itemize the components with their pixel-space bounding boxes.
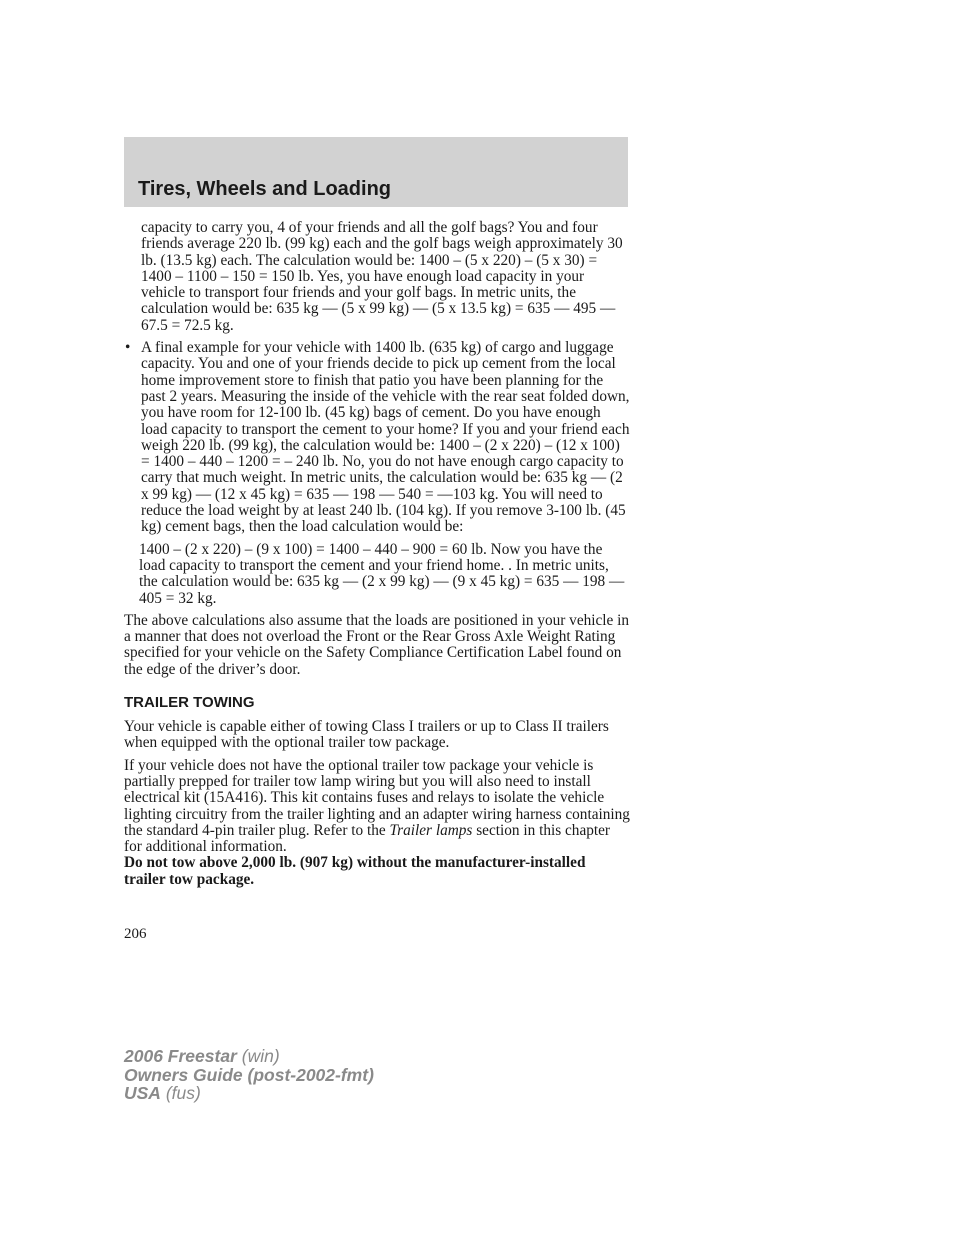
continued-paragraph: capacity to carry you, 4 of your friends and all the golf bags? You and four friends average 220 lb. (99 kg) each and the golf bags weigh approximately 30 lb. (13.5 kg) each. The calculation would be: 1400 – (5 x 220) – (5 x 30) = 1400 – 1100 – 150 = 150 lb. Yes, you have enough load capacity in your vehicle to transport four friends and your golf bags. In metric units, the calculation would be: 635 kg — (5 x 99 kg) — (5 x 13.5 kg) = 635 — 495 — 67.5 = 72.5 kg. (141, 219, 623, 334)
footer-line-model (124, 1047, 374, 1066)
footer-model: 2006 Freestar (124, 1046, 237, 1066)
calculation-paragraph: 1400 – (2 x 220) – (9 x 100) = 1400 – 440 – 900 = 60 lb. Now you have the load capacity to transport the cement and your friend home. . In metric units, the calculation would be: 635 kg — (2 x 99 kg) — (9 x 45 kg) = 635 — 198 — 405 = 32 kg. (139, 540, 625, 607)
page-number: 206 (124, 926, 147, 942)
footer-market: USA (124, 1083, 161, 1103)
tow-limit-warning: Do not tow above 2,000 lb. (907 kg) without the manufacturer-installed trailer tow package. (124, 854, 586, 888)
trailer-towing-heading: TRAILER TOWING (124, 694, 255, 712)
footer-market-code: (fus) (160, 1083, 201, 1103)
section-title: Tires, Wheels and Loading (138, 178, 392, 200)
trailer-wiring-paragraph (124, 758, 630, 856)
trailer-wiring-text-end: section in this chapter for additional information. (124, 821, 611, 856)
trailer-wiring-text-start: If your vehicle does not have the optional trailer tow package your vehicle is partially prepped for trailer tow lamp wiring but you will also need to install electrical kit (15A416). This kit contains fuses and relays to isolate the vehicle lighting circuitry from the trailer lighting and an adapter wiring harness containing the standard 4-pin trailer plug. Refer to the (124, 756, 630, 839)
footer-line-market (124, 1084, 374, 1103)
page-content (124, 220, 630, 888)
list-item (124, 340, 630, 536)
assumption-paragraph: The above calculations also assume that the loads are positioned in your vehicle in a manner that does not overload the Front or the Rear Gross Axle Weight Rating specified for your vehicle on the Safety Compliance Certification Label found on the edge of the driver’s door. (124, 611, 630, 678)
footer-line-guide (124, 1066, 374, 1085)
bullet-text: A final example for your vehicle with 1400 lb. (635 kg) of cargo and luggage capacity. You and one of your friends decide to pick up cement from the local home improvement store to finish that patio you have been planning for the past 2 years. Measuring the inside of the vehicle with the rear seat folded down, you have room for 12-100 lb. (45 kg) bags of cement. Do you have enough load capacity to transport the cement to your home? If you and your friend each weigh 220 lb. (99 kg), the calculation would be: 1400 – (2 x 220) – (12 x 100) = 1400 – 440 – 1200 = – 240 lb. No, you do not have enough cargo capacity to carry that much weight. In metric units, the calculation would be: 635 kg — (2 x 99 kg) — (12 x 45 kg) = 635 — 198 — 540 = —103 kg. You will need to reduce the load weight by at least 240 lb. (104 kg). If you remove 3-100 lb. (45 kg) cement bags, then the load calculation would be: (141, 339, 630, 536)
bullet-icon: • (125, 339, 131, 357)
trailer-class-paragraph: Your vehicle is capable either of towing Class I trailers or up to Class II trailers when equipped with the optional trailer tow package. (124, 718, 609, 752)
footer-model-code: (win) (236, 1046, 280, 1066)
footer-guide: Owners Guide (post-2002-fmt) (124, 1064, 374, 1085)
trailer-lamps-reference: Trailer lamps (389, 821, 473, 839)
document-footer (124, 1047, 374, 1103)
